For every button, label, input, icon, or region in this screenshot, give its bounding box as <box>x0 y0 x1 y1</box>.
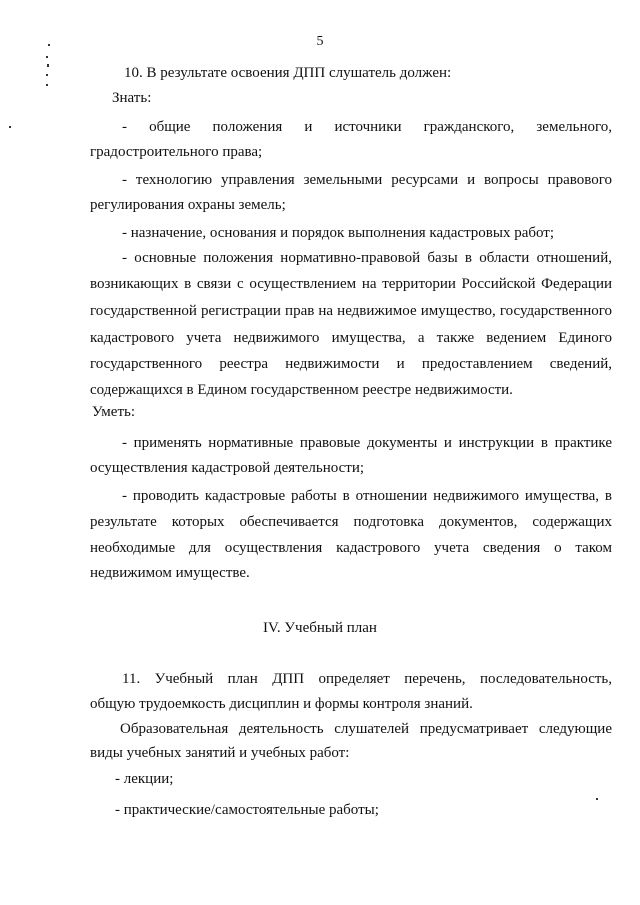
know-item-2-line-2: регулирования охраны земель; <box>90 197 286 213</box>
paragraph-11-line-2: общую трудоемкость дисциплин и формы контроля знаний. <box>90 696 473 712</box>
scan-artifact <box>9 126 11 128</box>
can-label: Уметь: <box>92 404 136 420</box>
paragraph-11-line-1: 11. Учебный план ДПП определяет перечень, последовательность, <box>122 671 612 687</box>
scan-artifact <box>46 56 48 58</box>
know-item-4-line-4: кадастрового учета недвижимого имущества, а также ведением Единого <box>90 330 612 346</box>
know-item-4-line-3: государственной регистрации прав на недвижимое имущество, государственного <box>90 303 612 319</box>
can-item-1-line-1: - применять нормативные правовые документы и инструкции в практике <box>122 435 612 451</box>
scan-artifact <box>47 64 49 67</box>
scan-artifact <box>46 84 48 86</box>
know-item-1-line-1: - общие положения и источники гражданского, земельного, <box>122 119 612 135</box>
page-number: 5 <box>316 34 324 49</box>
know-item-1-line-2: градостроительного права; <box>90 144 263 160</box>
paragraph-10-intro: 10. В результате освоения ДПП слушатель должен: <box>124 65 452 81</box>
activities-item-2: - практические/самостоятельные работы; <box>115 802 379 818</box>
know-item-4-line-5: государственного реестра недвижимости и предоставлением сведений, <box>90 356 612 372</box>
know-item-4-line-6: содержащихся в Едином государственном реестре недвижимости. <box>90 382 513 398</box>
can-item-2-line-2: результате которых обеспечивается подготовка документов, содержащих <box>90 514 612 530</box>
can-item-2-line-1: - проводить кадастровые работы в отношении недвижимого имущества, в <box>122 488 612 504</box>
know-item-4-line-2: возникающих в связи с осуществлением на территории Российской Федерации <box>90 276 612 292</box>
can-item-1-line-2: осуществления кадастровой деятельности; <box>90 460 365 476</box>
scan-artifact <box>46 74 48 76</box>
can-item-2-line-3: необходимые для осуществления кадастрового учета сведения о таком <box>90 540 612 556</box>
section-heading: IV. Учебный план <box>263 620 377 636</box>
know-item-4-line-1: - основные положения нормативно-правовой базы в области отношений, <box>122 250 612 266</box>
activities-line-2: виды учебных занятий и учебных работ: <box>90 745 350 761</box>
activities-item-1: - лекции; <box>115 771 174 787</box>
activities-line-1: Образовательная деятельность слушателей предусматривает следующие <box>120 721 612 737</box>
scan-artifact <box>48 44 50 46</box>
know-item-3: - назначение, основания и порядок выполнения кадастровых работ; <box>122 225 555 241</box>
know-item-2-line-1: - технологию управления земельными ресурсами и вопросы правового <box>122 172 612 188</box>
scan-artifact <box>596 798 598 800</box>
know-label: Знать: <box>112 90 152 106</box>
can-item-2-line-4: недвижимом имуществе. <box>90 565 250 581</box>
